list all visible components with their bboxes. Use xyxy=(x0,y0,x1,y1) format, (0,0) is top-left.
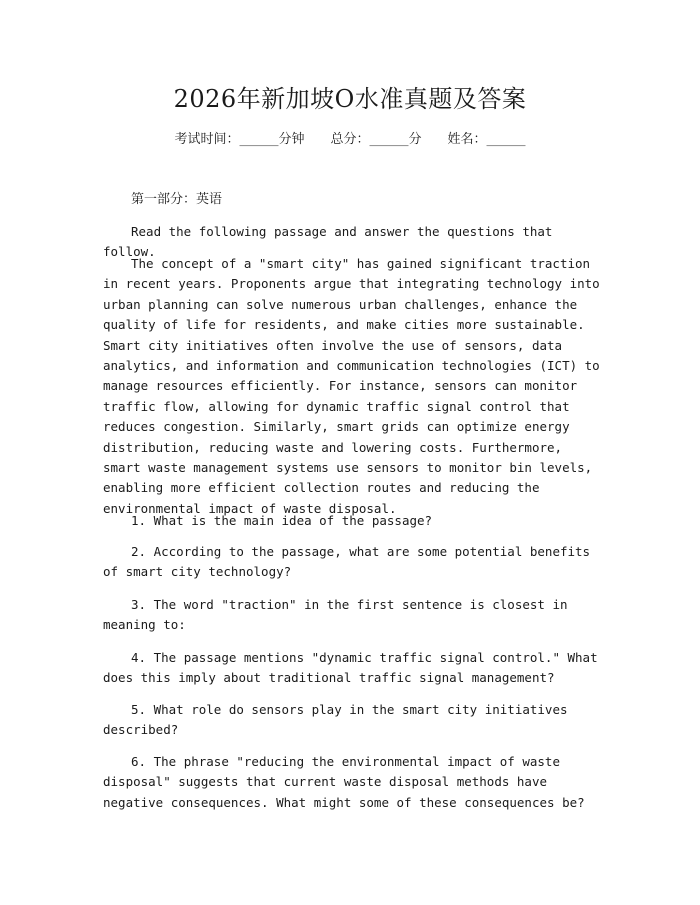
question-text: What role do sensors play in the smart city initiatives described? xyxy=(103,702,568,738)
exam-meta xyxy=(0,129,700,151)
question-text: The word "traction" in the first sentence is closest in meaning to: xyxy=(103,597,568,633)
instruction-text: Read the following passage and answer the questions that follow. xyxy=(103,224,553,260)
question-number: 3. xyxy=(131,597,147,612)
question-item xyxy=(103,648,603,689)
question-text: What is the main idea of the passage? xyxy=(153,513,433,528)
question-number: 1. xyxy=(131,513,147,528)
question-item xyxy=(103,700,603,741)
question-number: 5. xyxy=(131,702,147,717)
question-item xyxy=(103,542,603,583)
question-number: 4. xyxy=(131,650,147,665)
total-score-field: 总分：______分 xyxy=(330,132,422,147)
question-item xyxy=(103,511,603,531)
question-text: According to the passage, what are some potential benefits of smart city technology? xyxy=(103,544,591,580)
question-number: 2. xyxy=(131,544,147,559)
question-text: The passage mentions "dynamic traffic signal control." What does this imply about traditional traffic signal management? xyxy=(103,650,598,686)
section-heading: 第一部分：英语 xyxy=(131,192,223,207)
question-item xyxy=(103,595,603,636)
name-field: 姓名：______ xyxy=(447,132,526,147)
exam-time-field: 考试时间：______分钟 xyxy=(174,132,305,147)
question-item xyxy=(103,752,603,813)
reading-passage: The concept of a "smart city" has gained significant traction in recent years. Proponents argue that integrating technology into urban planning can solve numerous urban challenges, enhance the quality of life for residents, and make cities more sustainable. Smart city initiatives often involve the use of sensors, data analytics, and information and communication technologies (ICT) to manage resources efficiently. For instance, sensors can monitor traffic flow, allowing for dynamic traffic signal control that reduces congestion. Similarly, smart grids can optimize energy distribution, reducing waste and lowering costs. Furthermore, smart waste management systems use sensors to monitor bin levels, enabling more efficient collection routes and reducing the environmental impact of waste disposal. xyxy=(103,256,600,516)
question-number: 6. xyxy=(131,754,147,769)
question-text: The phrase "reducing the environmental impact of waste disposal" suggests that current waste disposal methods have negative consequences. What might some of these consequences be? xyxy=(103,754,585,810)
document-title: 2026年新加坡O水准真题及答案 xyxy=(173,85,527,113)
